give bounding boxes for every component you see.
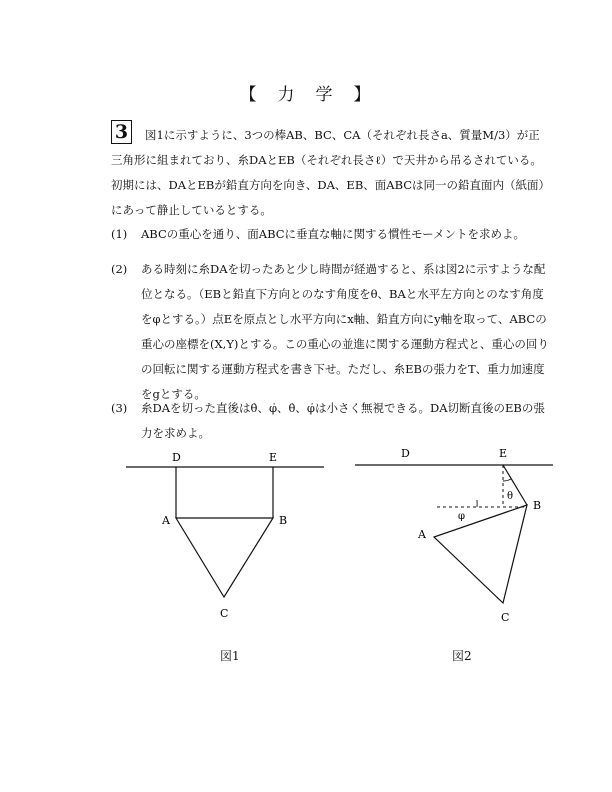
figure-1-diagram — [120, 445, 330, 635]
section-title: 【 力 学 】 — [239, 85, 373, 105]
subquestion-2-number: (2) — [111, 262, 128, 276]
subquestion-1-text: ABCの重心を通り、面ABCに垂直な軸に関する慣性モーメントを求めよ。 — [141, 227, 525, 241]
figure-2 — [350, 445, 565, 639]
subquestion-2-text: ある時刻に糸DAを切ったあと少し時間が経過すると、系は図2に示すような配位となる。（EBと鉛直下方向とのなす角度をθ、BAと水平左方向とのなす角度をφとする。）点Eを原点とし水平方向にx軸、鉛直方向にy軸を取って、ABCの重心の座標を(X,Y)とする。この重心の並進に関する運動方程式と、重心の回りの回転に関する運動方程式を書き下せ。ただし、糸EBの張力をT、重力加速度をgとする。 — [141, 262, 549, 401]
figure-1-caption: 図1 — [220, 649, 240, 663]
figure-2-diagram — [350, 445, 565, 635]
subquestion-1-number: (1) — [111, 227, 128, 241]
label-a: A — [418, 528, 426, 541]
label-phi: φ — [458, 511, 466, 522]
triangle-abc — [434, 505, 527, 603]
label-c: C — [501, 611, 510, 624]
problem-intro-text: 図1に示すように、3つの棒AB、BC、CA（それぞれ長さa、質量M/3）が正三角形に組まれており、糸DAとEB（それぞれ長さℓ）で天井から吊るされている。初期には、DAとEBが鉛直方向を向き、DA、EB、面ABCは同一の鉛直面内（紙面）にあって静止しているとする。 — [111, 128, 551, 217]
label-theta: θ — [507, 491, 514, 502]
label-d: D — [401, 447, 410, 460]
figure-1 — [120, 445, 330, 639]
theta-arc — [503, 479, 511, 481]
label-b: B — [279, 514, 288, 527]
question-number: 3 — [111, 120, 132, 144]
label-c: C — [220, 607, 229, 620]
label-e: E — [499, 447, 508, 460]
triangle-abc — [176, 518, 273, 597]
label-b: B — [533, 499, 542, 512]
figure-2-caption: 図2 — [452, 649, 472, 663]
subquestion-3-text: 糸DAを切った直後はθ̇、φ̇、θ̇、φ̇は小さく無視できる。DA切断直後のEBの張力を求めよ。 — [141, 401, 545, 440]
subquestion-3 — [111, 396, 551, 446]
label-e: E — [269, 451, 278, 464]
subquestion-1 — [111, 222, 551, 247]
subquestion-2 — [111, 257, 551, 407]
label-d: D — [172, 451, 181, 464]
label-a: A — [162, 514, 170, 527]
subquestion-3-number: (3) — [111, 401, 128, 415]
problem-intro — [111, 123, 551, 223]
